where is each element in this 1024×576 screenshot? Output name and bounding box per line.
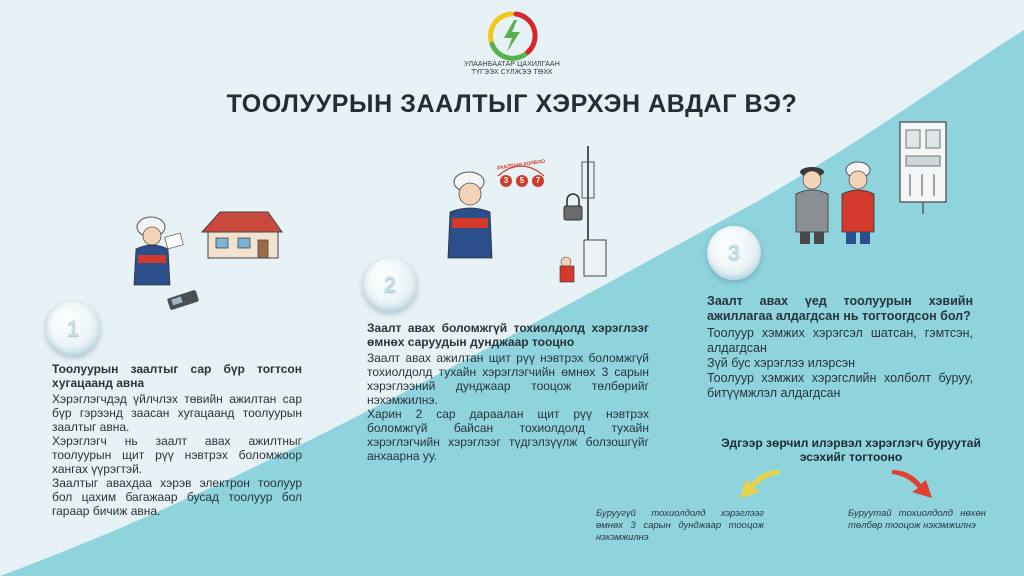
- meter-cabinet-illustration: [892, 118, 954, 214]
- step-3-heading: Заалт авах үед тоолуурын хэвийн ажиллагаа алдагдсан нь тогтоогдсон бол?: [707, 294, 973, 323]
- step-3-paragraph: Тоолуур хэмжих хэрэгслийн холболт буруу, битүүмжлэл алдагдсан: [707, 371, 973, 400]
- step-2-paragraph: Заалт авах ажилтан щит рүү нэвтрэх боломжгүй тохиолдолд тухайн хэрэглэгчийн өмнөх 3 сарын хэрэглээний дунджаар тооцож төлбөрийг нэхэмжилнэ.: [367, 351, 649, 407]
- call-bubble-label: ЗААЛТЫН ХОЛБОО: [496, 158, 546, 172]
- step-1-badge: 1: [46, 302, 100, 356]
- step-1-paragraph: Хэрэглэгчдэд үйлчлэх төвийн ажилтан сар бүр гэрээнд заасан хугацаанд тоолуурын заалтыг авна.: [52, 392, 302, 434]
- inspectors-illustration: [790, 158, 890, 246]
- step-3-paragraph: Тоолуур хэмжих хэрэгсэл шатсан, гэмтсэн, алдагдсан: [707, 326, 973, 355]
- step-3-text: [707, 294, 973, 401]
- page-title: ТООЛУУРЫН ЗААЛТЫГ ХЭРХЭН АВДАГ ВЭ?: [226, 90, 798, 118]
- red-arrow-icon: [888, 470, 936, 502]
- yellow-arrow-icon: [736, 470, 784, 502]
- company-name-line1: УЛААНБААТАР ЦАХИЛГААН: [464, 61, 560, 68]
- handheld-device-icon: [166, 290, 200, 310]
- locked-panel-illustration: [540, 144, 616, 284]
- company-name: [452, 61, 572, 77]
- step-1-text: [52, 362, 302, 518]
- company-logo: [486, 10, 538, 62]
- digit-badge: 5: [516, 175, 528, 187]
- step-2-text: [367, 321, 649, 463]
- not-guilty-case-text: Буруугүй тохиолдолд хэрэглээг өмнөх 3 сарын дунджаар тооцож нэхэмжилнэ: [596, 508, 764, 543]
- violation-warning: Эдгээр зөрчил илэрвэл хэрэглэгч буруутай эсэхийг тогтооно: [721, 436, 981, 464]
- step-2-paragraph: Харин 2 сар дараалан щит рүү нэвтрэх боломжгүй байсан тохиолдолд тухайн хэрэглэгчийн хэрэглээг түдгэлзүүлж болзошгүйг анхаарна уу.: [367, 407, 649, 463]
- digit-badge: 3: [500, 175, 512, 187]
- step-1-paragraph: Заалтыг авахдаа хэрэв электрон тоолуур бол цахим багажаар бусад тоолуур бол гараар бичиж авна.: [52, 476, 302, 518]
- house-illustration: [198, 206, 284, 262]
- step-2-badge: 2: [363, 258, 417, 312]
- step-3-badge: 3: [707, 226, 761, 280]
- digit-badge: 7: [532, 175, 544, 187]
- step-1-paragraph: Хэрэглэгч нь заалт авах ажилтныг тоолуурын щит рүү нэвтрэх боломжоор хангах үүрэгтэй.: [52, 434, 302, 476]
- step-3-paragraph: Зүй бус хэрэглээ илэрсэн: [707, 356, 856, 370]
- company-name-line2: ТҮГЭЭХ СҮЛЖЭЭ ТӨХК: [471, 69, 553, 76]
- guilty-case-text: Буруутай тохиолдолд нөхөн төлбөр тооцож нэхэмжилнэ: [848, 508, 986, 531]
- step-2-heading: Заалт авах боломжгүй тохиолдолд хэрэглээг өмнөх саруудын дунджаар тооцно: [367, 321, 649, 349]
- step-1-heading: Тоолуурын заалтыг сар бүр тогтсон хугацаанд авна: [52, 362, 302, 390]
